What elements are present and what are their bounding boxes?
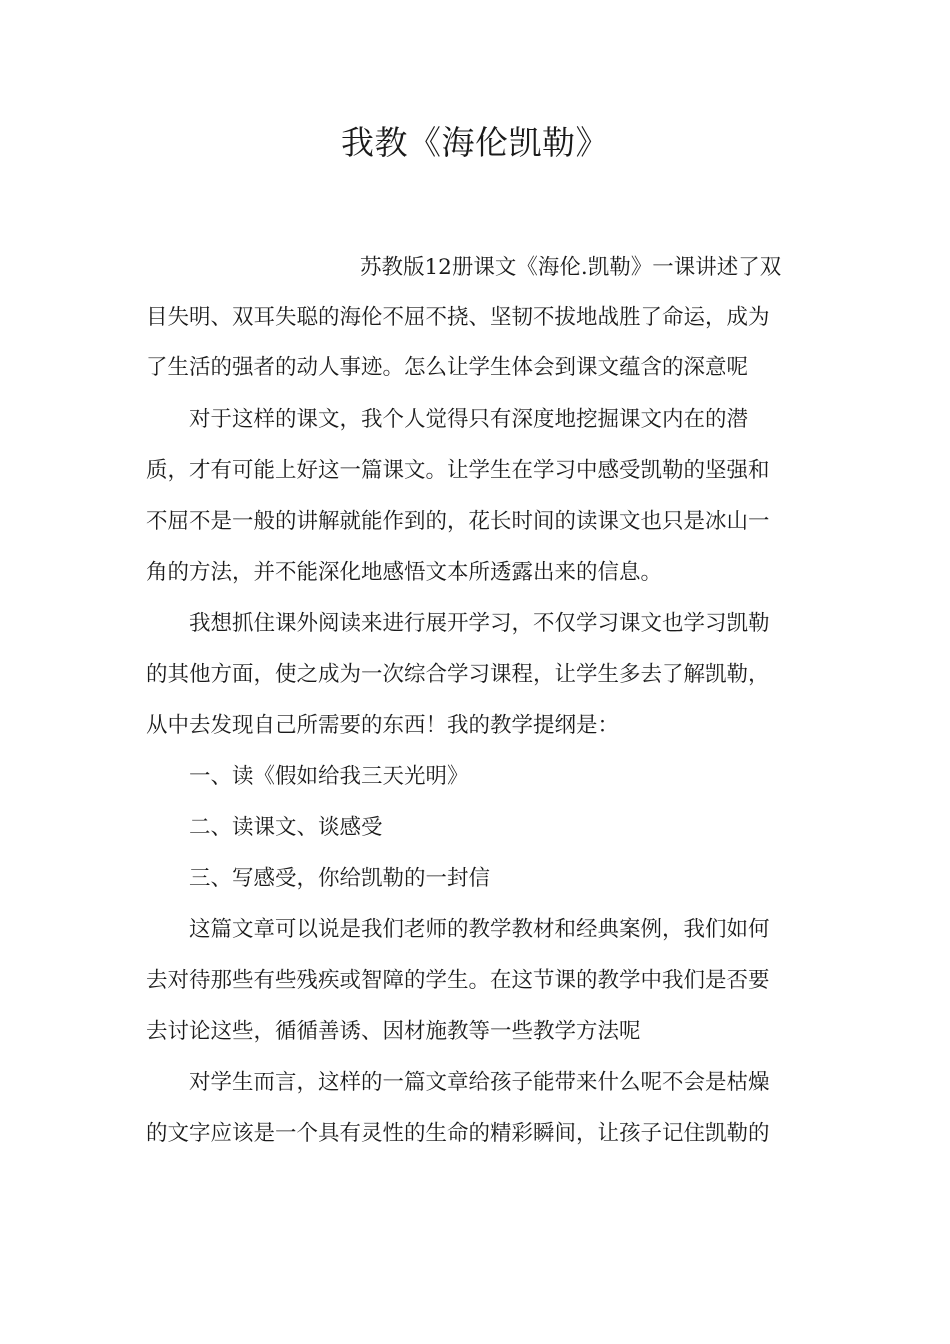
text-line: 苏教版12册课文《海伦.凯勒》一课讲述了双	[360, 255, 782, 280]
text-line: 了生活的强者的动人事迹。怎么让学生体会到课文蕴含的深意呢	[146, 355, 749, 380]
document-title: 我教《海伦凯勒》	[341, 123, 609, 162]
text-line: 不屈不是一般的讲解就能作到的，花长时间的读课文也只是冰山一	[146, 509, 770, 534]
text-line: 的其他方面，使之成为一次综合学习课程，让学生多去了解凯勒，	[146, 662, 770, 687]
text-line: 对学生而言，这样的一篇文章给孩子能带来什么呢不会是枯燥	[189, 1070, 770, 1095]
text-line: 去对待那些有些残疾或智障的学生。在这节课的教学中我们是否要	[146, 968, 770, 993]
text-line: 目失明、双耳失聪的海伦不屈不挠、坚韧不拔地战胜了命运，成为	[146, 305, 770, 330]
text-line: 这篇文章可以说是我们老师的教学教材和经典案例，我们如何	[189, 917, 770, 942]
outline-item: 二、读课文、谈感受	[189, 815, 383, 840]
text-line: 质，才有可能上好这一篇课文。让学生在学习中感受凯勒的坚强和	[146, 458, 770, 483]
outline-item: 三、写感受，你给凯勒的一封信	[189, 866, 491, 891]
text-line: 对于这样的课文，我个人觉得只有深度地挖掘课文内在的潜	[189, 407, 749, 432]
outline-item: 一、读《假如给我三天光明》	[189, 764, 469, 789]
text-line: 从中去发现自己所需要的东西！我的教学提纲是：	[146, 713, 620, 738]
text-line: 去讨论这些，循循善诱、因材施教等一些教学方法呢	[146, 1019, 641, 1044]
text-line: 角的方法，并不能深化地感悟文本所透露出来的信息。	[146, 560, 663, 585]
text-line: 我想抓住课外阅读来进行展开学习，不仅学习课文也学习凯勒	[189, 611, 770, 636]
text-line: 的文字应该是一个具有灵性的生命的精彩瞬间，让孩子记住凯勒的	[146, 1121, 770, 1146]
